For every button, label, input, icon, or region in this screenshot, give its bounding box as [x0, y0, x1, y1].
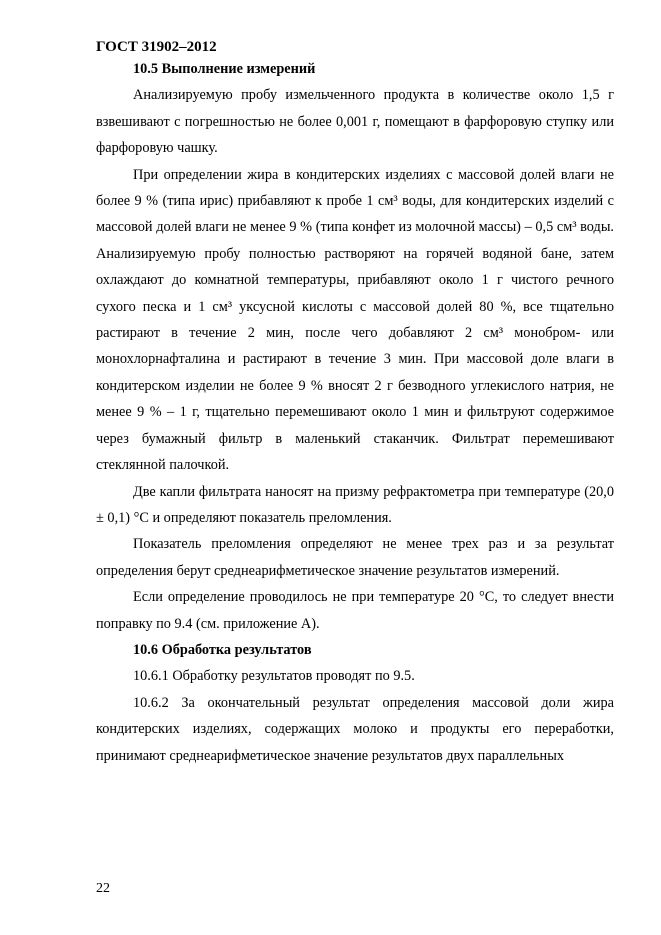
paragraph: 10.6.2 За окончательный результат определения массовой доли жира кондитерских изделиях, содержащих молоко и продукты его переработки, принимают среднеарифметическое значение результатов двух параллельных: [96, 694, 614, 764]
section-heading-10-5: 10.5 Выполнение измерений: [133, 61, 316, 77]
paragraph: Анализируемую пробу измельченного продукта в количестве около 1,5 г взвешивают с погрешностью не более 0,001 г, помещают в фарфоровую ступку или фарфоровую чашку.: [96, 87, 614, 157]
document-body: [96, 56, 614, 769]
page-number: 22: [96, 881, 110, 896]
document-header: ГОСТ 31902–2012: [96, 39, 217, 55]
paragraph: Если определение проводилось не при температуре 20 °С, то следует внести поправку по 9.4 (см. приложение А).: [96, 589, 614, 632]
paragraph: При определении жира в кондитерских изделиях с массовой долей влаги не более 9 % (типа ирис) прибавляют к пробе 1 см³ воды, для кондитерских изделий с массовой долей влаги не менее 9 % (типа конфет из молочной массы) – 0,5 см³ воды. Анализируемую пробу полностью растворяют на горячей водяной бане, затем охлаждают до комнатной температуры, прибавляют около 1 г чистого речного сухого песка и 1 см³ уксусной кислоты с массовой долей 80 %, все тщательно растирают в течение 2 мин, после чего добавляют 2 см³ монобром- или монохлорнафталина и растирают в течение 3 мин. При массовой доле влаги в кондитерском изделии не более 9 % вносят 2 г безводного углекислого натрия, не менее 9 % – 1 г, тщательно перемешивают около 1 мин и фильтруют содержимое через бумажный фильтр в маленький стаканчик. Фильтрат перемешивают стеклянной палочкой.: [96, 166, 614, 474]
section-heading-10-6: 10.6 Обработка результатов: [133, 641, 312, 658]
paragraph: Показатель преломления определяют не менее трех раз и за результат определения берут среднеарифметическое значение результатов измерений.: [96, 536, 614, 579]
paragraph: Две капли фильтрата наносят на призму рефрактометра при температуре (20,0 ± 0,1) °С и определяют показатель преломления.: [96, 483, 614, 526]
paragraph: 10.6.1 Обработку результатов проводят по 9.5.: [133, 668, 415, 685]
